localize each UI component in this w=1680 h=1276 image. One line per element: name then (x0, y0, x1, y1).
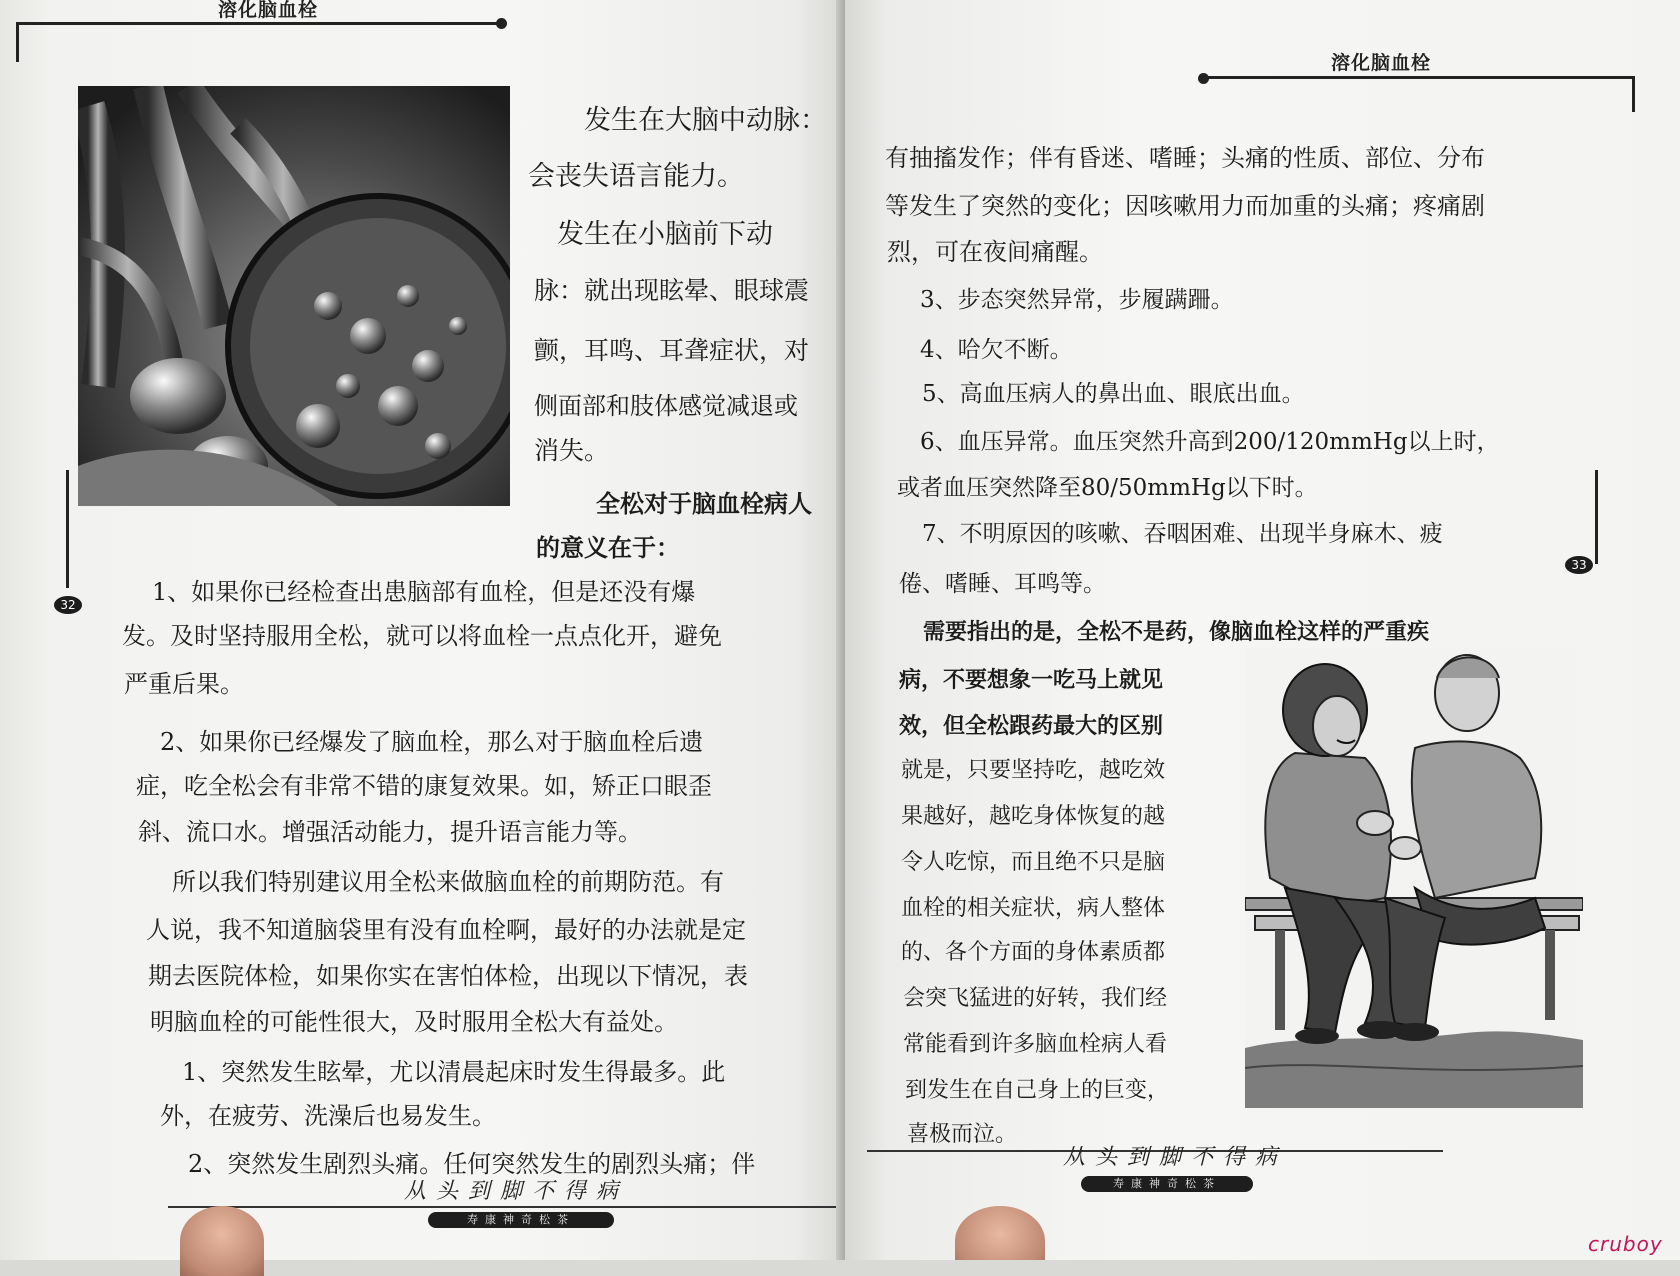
intro-line: 颤，耳鸣、耳聋症状，对 (534, 336, 810, 365)
body-line: 斜、流口水。增强活动能力，提升语言能力等。 (138, 818, 642, 846)
body-line: 5、高血压病人的鼻出血、眼底出血。 (899, 381, 1305, 407)
body-line: 症，吃全松会有非常不错的康复效果。如，矫正口眼歪 (136, 772, 712, 800)
running-head: 溶化脑血栓 (1331, 52, 1432, 74)
frame-corner (1632, 76, 1635, 112)
footer-rule (168, 1206, 844, 1208)
running-head: 溶化脑血栓 (218, 0, 319, 21)
narrow-line: 常能看到许多脑血栓病人看 (903, 1032, 1168, 1057)
body-line: 等发生了突然的变化；因咳嗽用力而加重的头痛；疼痛剧 (885, 192, 1485, 220)
body-line: 7、不明原因的咳嗽、吞咽困难、出现半身麻木、疲 (899, 521, 1443, 547)
narrow-line: 血栓的相关症状，病人整体 (901, 896, 1166, 921)
intro-line: 会丧失语言能力。 (528, 161, 744, 192)
frame-side-rule (66, 470, 69, 588)
body-line: 1、如果你已经检查出患脑部有血栓，但是还没有爆 (128, 578, 696, 606)
body-line: 有抽搐发作；伴有昏迷、嗜睡；头痛的性质、部位、分布 (885, 144, 1485, 172)
right-page (845, 0, 1680, 1260)
footer-title: 从头到脚不得病 (404, 1179, 629, 1204)
left-page (0, 0, 845, 1260)
body-line: 1、突然发生眩晕，尤以清晨起床时发生得最多。此 (158, 1058, 726, 1086)
elderly-couple-on-bench-illustration (1245, 648, 1583, 1108)
section-heading: 全松对于脑血栓病人 (596, 490, 812, 518)
intro-line: 侧面部和肢体感觉减退或 (534, 392, 798, 420)
section-heading: 的意义在于： (536, 534, 680, 562)
body-line: 严重后果。 (124, 670, 244, 698)
body-line: 烈，可在夜间痛醒。 (887, 238, 1103, 266)
narrow-line: 喜极而泣。 (907, 1122, 1018, 1147)
frame-side-rule (1595, 470, 1598, 564)
page-number: 32 (54, 596, 82, 614)
body-line: 倦、嗜睡、耳鸣等。 (899, 571, 1106, 597)
narrow-line: 令人吃惊，而且绝不只是脑 (901, 850, 1166, 875)
body-line: 人说，我不知道脑袋里有没有血栓啊，最好的办法就是定 (146, 916, 746, 944)
intro-line: 发生在大脑中动脉： (584, 105, 827, 136)
page-number: 33 (1565, 556, 1593, 574)
blood-vessel-clot-illustration (78, 86, 510, 506)
narrow-line: 果越好，越吃身体恢复的越 (901, 804, 1166, 829)
watermark: cruboy (1588, 1232, 1663, 1256)
frame-corner (16, 22, 19, 62)
body-line: 2、如果你已经爆发了脑血栓，那么对于脑血栓后遗 (136, 728, 704, 756)
body-line: 或者血压突然降至80/50mmHg以下时。 (897, 475, 1318, 501)
footer-subtitle: 寿康神奇松茶 (1081, 1176, 1253, 1192)
frame-top-rule (1203, 76, 1635, 79)
narrow-line: 会突飞猛进的好转，我们经 (903, 986, 1168, 1011)
narrow-line: 到发生在自己身上的巨变， (905, 1078, 1170, 1103)
body-line: 6、血压异常。血压突然升高到200/120mmHg以上时， (897, 429, 1500, 455)
narrow-line: 就是，只要坚持吃，越吃效 (901, 758, 1166, 783)
narrow-line: 病，不要想象一吃马上就见 (899, 668, 1164, 693)
bold-statement: 需要指出的是，全松不是药，像脑血栓这样的严重疾 (901, 620, 1430, 645)
body-line: 所以我们特别建议用全松来做脑血栓的前期防范。有 (148, 868, 724, 896)
intro-line: 发生在小脑前下动 (530, 219, 773, 250)
body-line: 3、步态突然异常，步履蹒跚。 (897, 287, 1234, 313)
body-line: 2、突然发生剧烈头痛。任何突然发生的剧烈头痛；伴 (164, 1150, 756, 1178)
intro-line: 脉：就出现眩晕、眼球震 (534, 276, 810, 305)
body-line: 4、哈欠不断。 (897, 337, 1073, 363)
body-line: 期去医院体检，如果你实在害怕体检，出现以下情况，表 (148, 962, 748, 990)
narrow-line: 效，但全松跟药最大的区别 (899, 714, 1164, 739)
footer-title: 从头到脚不得病 (1063, 1145, 1288, 1170)
thumb (955, 1206, 1045, 1260)
narrow-line: 的、各个方面的身体素质都 (901, 940, 1166, 965)
frame-dot (496, 18, 507, 29)
footer-subtitle: 寿康神奇松茶 (428, 1212, 614, 1228)
frame-top-rule (16, 22, 502, 25)
body-line: 明脑血栓的可能性很大，及时服用全松大有益处。 (150, 1008, 678, 1036)
body-line: 发。及时坚持服用全松，就可以将血栓一点点化开，避免 (122, 622, 722, 650)
intro-line: 消失。 (534, 436, 610, 465)
thumb (180, 1206, 264, 1276)
body-line: 外，在疲劳、洗澡后也易发生。 (160, 1102, 496, 1130)
